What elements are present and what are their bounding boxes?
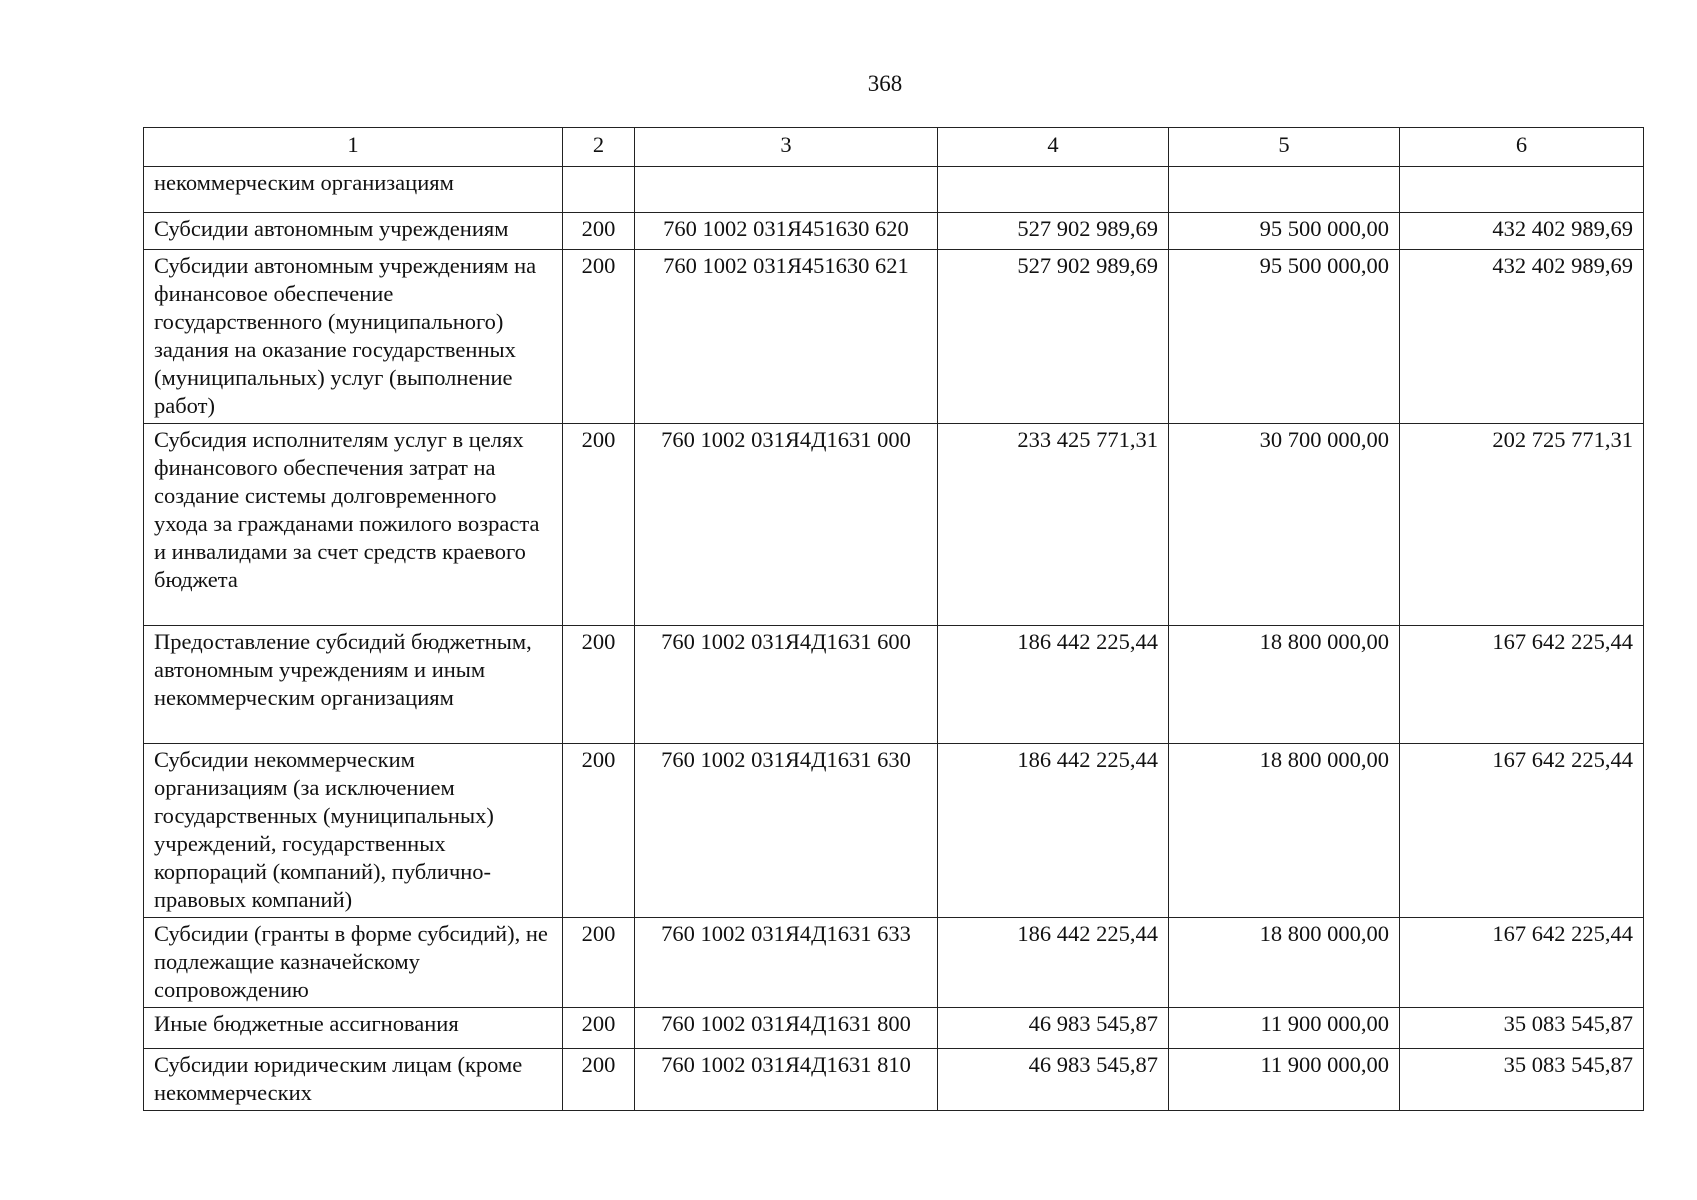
row-code: 200 [563, 1008, 635, 1049]
row-value-6: 202 725 771,31 [1400, 424, 1644, 626]
header-col-6: 6 [1400, 128, 1644, 167]
row-name: некоммерческим организациям [144, 167, 563, 213]
row-value-5: 11 900 000,00 [1169, 1049, 1400, 1111]
header-col-3: 3 [635, 128, 938, 167]
row-value-4: 186 442 225,44 [938, 626, 1169, 744]
row-value-5: 18 800 000,00 [1169, 744, 1400, 918]
row-value-5: 95 500 000,00 [1169, 213, 1400, 250]
row-value-4 [938, 167, 1169, 213]
row-value-4: 46 983 545,87 [938, 1049, 1169, 1111]
table-row [144, 626, 1644, 744]
row-csr: 760 1002 031Я4Д1631 630 [635, 744, 938, 918]
header-col-5: 5 [1169, 128, 1400, 167]
row-name: Субсидии юридическим лицам (кроме некоммерческих [144, 1049, 563, 1111]
row-csr: 760 1002 031Я451630 621 [635, 250, 938, 424]
table-row [144, 744, 1644, 918]
row-code [563, 167, 635, 213]
row-value-6: 432 402 989,69 [1400, 250, 1644, 424]
row-name: Субсидии некоммерческим организациям (за исключением государственных (муниципальных) учреждений, государственных корпораций (компаний), публично-правовых компаний) [144, 744, 563, 918]
row-value-5 [1169, 167, 1400, 213]
budget-table [143, 127, 1644, 1111]
header-col-2: 2 [563, 128, 635, 167]
row-name: Субсидии автономным учреждениям [144, 213, 563, 250]
row-code: 200 [563, 213, 635, 250]
row-value-5: 95 500 000,00 [1169, 250, 1400, 424]
row-name: Субсидии автономным учреждениям на финансовое обеспечение государственного (муниципального) задания на оказание государственных (муниципальных) услуг (выполнение работ) [144, 250, 563, 424]
row-value-6: 167 642 225,44 [1400, 744, 1644, 918]
row-csr: 760 1002 031Я4Д1631 800 [635, 1008, 938, 1049]
row-csr: 760 1002 031Я4Д1631 633 [635, 918, 938, 1008]
row-value-4: 186 442 225,44 [938, 918, 1169, 1008]
row-csr: 760 1002 031Я451630 620 [635, 213, 938, 250]
table-row [144, 918, 1644, 1008]
table-row [144, 250, 1644, 424]
row-value-4: 233 425 771,31 [938, 424, 1169, 626]
row-name: Предоставление субсидий бюджетным, автономным учреждениям и иным некоммерческим организациям [144, 626, 563, 744]
row-value-4: 527 902 989,69 [938, 213, 1169, 250]
row-name: Субсидия исполнителям услуг в целях финансового обеспечения затрат на создание системы долговременного ухода за гражданами пожилого возраста и инвалидами за счет средств краевого бюджета [144, 424, 563, 626]
row-code: 200 [563, 1049, 635, 1111]
row-value-6: 432 402 989,69 [1400, 213, 1644, 250]
table-row [144, 1049, 1644, 1111]
row-value-6: 167 642 225,44 [1400, 626, 1644, 744]
row-value-6: 35 083 545,87 [1400, 1049, 1644, 1111]
row-value-6: 167 642 225,44 [1400, 918, 1644, 1008]
row-value-5: 18 800 000,00 [1169, 918, 1400, 1008]
header-col-1: 1 [144, 128, 563, 167]
table-header-row [144, 128, 1644, 167]
row-csr: 760 1002 031Я4Д1631 000 [635, 424, 938, 626]
header-col-4: 4 [938, 128, 1169, 167]
row-name: Субсидии (гранты в форме субсидий), не подлежащие казначейскому сопровождению [144, 918, 563, 1008]
row-code: 200 [563, 744, 635, 918]
row-code: 200 [563, 424, 635, 626]
row-value-4: 527 902 989,69 [938, 250, 1169, 424]
row-value-4: 46 983 545,87 [938, 1008, 1169, 1049]
table-row [144, 213, 1644, 250]
row-csr [635, 167, 938, 213]
table-row [144, 167, 1644, 213]
row-csr: 760 1002 031Я4Д1631 810 [635, 1049, 938, 1111]
table-row [144, 1008, 1644, 1049]
row-code: 200 [563, 626, 635, 744]
row-name: Иные бюджетные ассигнования [144, 1008, 563, 1049]
row-code: 200 [563, 250, 635, 424]
row-value-6 [1400, 167, 1644, 213]
table-row [144, 424, 1644, 626]
row-value-5: 18 800 000,00 [1169, 626, 1400, 744]
row-value-5: 11 900 000,00 [1169, 1008, 1400, 1049]
row-value-5: 30 700 000,00 [1169, 424, 1400, 626]
row-value-4: 186 442 225,44 [938, 744, 1169, 918]
page-number: 368 [867, 71, 903, 96]
row-csr: 760 1002 031Я4Д1631 600 [635, 626, 938, 744]
row-value-6: 35 083 545,87 [1400, 1008, 1644, 1049]
row-code: 200 [563, 918, 635, 1008]
